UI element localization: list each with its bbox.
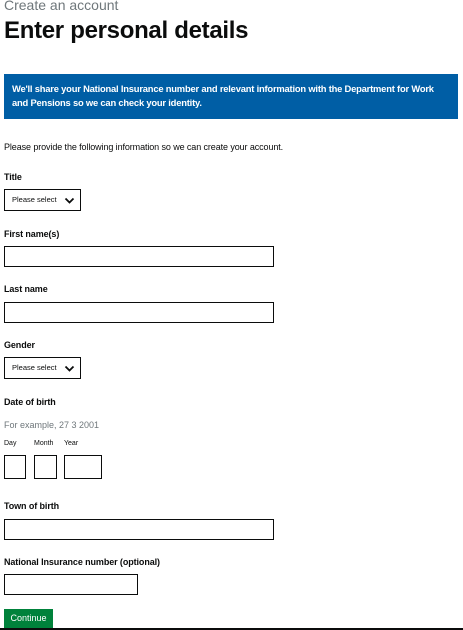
page-caption: Create an account xyxy=(4,0,119,13)
last-name-input[interactable] xyxy=(4,302,274,323)
last-name-label: Last name xyxy=(4,284,48,294)
first-name-label: First name(s) xyxy=(4,229,60,239)
dob-day-input[interactable] xyxy=(4,455,26,479)
title-label: Title xyxy=(4,172,22,182)
gender-select-value: Please select xyxy=(12,363,57,372)
dob-hint: For example, 27 3 2001 xyxy=(4,420,100,430)
dob-year-input[interactable] xyxy=(64,455,102,479)
chevron-down-icon xyxy=(64,363,75,374)
dob-year-label: Year xyxy=(64,440,79,447)
ni-number-input[interactable] xyxy=(4,574,138,595)
title-select[interactable] xyxy=(4,189,81,211)
dob-day-label: Day xyxy=(4,440,17,447)
ni-number-label: National Insurance number (optional) xyxy=(4,557,160,567)
dob-label: Date of birth xyxy=(4,397,56,407)
town-of-birth-label: Town of birth xyxy=(4,501,60,511)
chevron-down-icon xyxy=(64,195,75,206)
gender-select[interactable] xyxy=(4,357,81,379)
first-name-input[interactable] xyxy=(4,246,274,267)
dob-month-label: Month xyxy=(34,440,54,447)
dob-month-input[interactable] xyxy=(34,455,57,479)
continue-button[interactable]: Continue xyxy=(4,609,53,628)
info-banner xyxy=(4,74,458,119)
town-of-birth-input[interactable] xyxy=(4,519,274,540)
title-select-value: Please select xyxy=(12,195,57,204)
page-title: Enter personal details xyxy=(4,17,249,44)
gender-label: Gender xyxy=(4,340,35,350)
intro-text: Please provide the following information so we can create your account. xyxy=(4,142,284,152)
info-banner-text: We'll share your National Insurance number and relevant information with the Department for Work and Pensions so we can check your identity. xyxy=(12,83,434,108)
